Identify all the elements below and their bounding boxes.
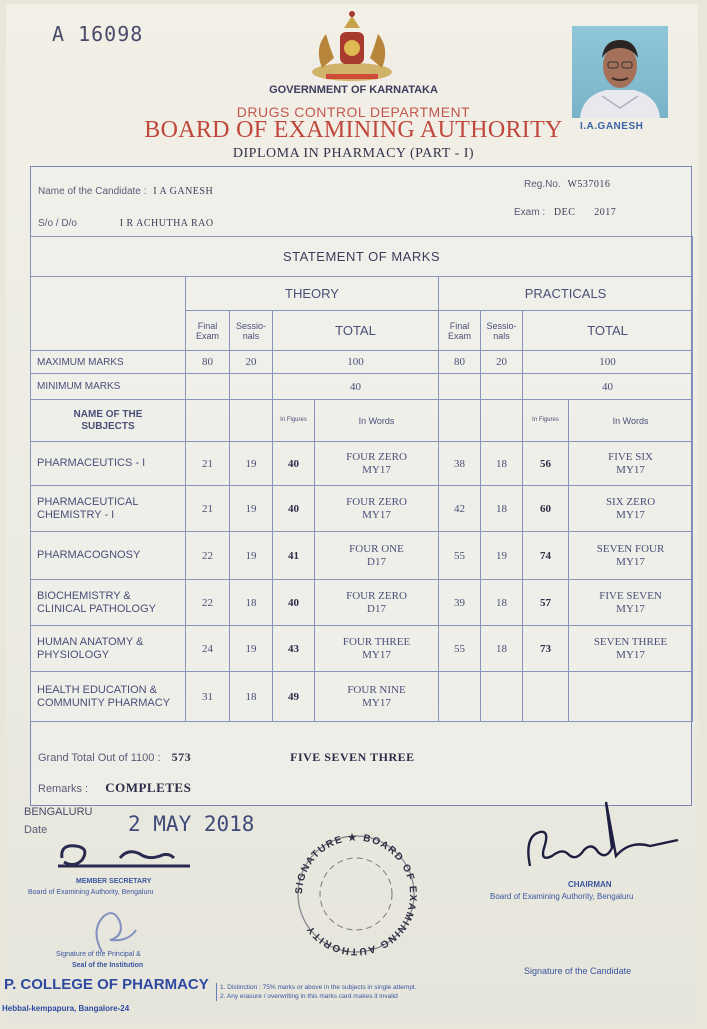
theory-words	[315, 580, 439, 626]
max-practical-sessionals: 20	[481, 351, 523, 374]
regno-row	[524, 179, 610, 190]
minimum-marks-label: MINIMUM MARKS	[31, 374, 186, 400]
institution-seal-label: Seal of the Institution	[72, 962, 144, 969]
practical-words-text: SIX ZERO	[605, 495, 656, 508]
practical-words	[569, 626, 693, 672]
statement-heading: STATEMENT OF MARKS	[31, 237, 693, 277]
theory-words	[315, 672, 439, 722]
regno-label: Reg.No.	[524, 179, 561, 190]
practical-sessionals: 18	[481, 442, 523, 486]
college-name: P. COLLEGE OF PHARMACY	[4, 976, 209, 993]
max-theory-total: 100	[273, 351, 439, 374]
practical-final: 55	[439, 626, 481, 672]
min-empty-cell	[186, 374, 230, 400]
theory-sessionals: 19	[230, 532, 273, 580]
theory-words	[315, 442, 439, 486]
theory-sessionals-header: Sessio-nals	[230, 311, 273, 351]
practical-figures	[523, 672, 569, 722]
theory-final: 24	[186, 626, 230, 672]
practical-sessionals: 18	[481, 626, 523, 672]
government-heading: GOVERNMENT OF KARNATAKA	[269, 84, 438, 96]
blank-cell	[439, 400, 481, 442]
theory-final: 21	[186, 442, 230, 486]
max-practical-total: 100	[523, 351, 693, 374]
practical-final-exam-header: Final Exam	[439, 311, 481, 351]
practical-figures: 73	[523, 626, 569, 672]
theory-figures: 41	[273, 532, 315, 580]
practical-figures: 74	[523, 532, 569, 580]
theory-final: 22	[186, 580, 230, 626]
exam-month: DEC	[553, 207, 576, 218]
subject-name: BIOCHEMISTRY & CLINICAL PATHOLOGY	[31, 580, 186, 626]
exam-label: Exam :	[514, 207, 546, 218]
theory-words	[315, 626, 439, 672]
practical-final: 42	[439, 486, 481, 532]
grand-total-row	[38, 750, 415, 765]
table-row	[31, 672, 693, 722]
theory-final: 31	[186, 672, 230, 722]
candidate-name-label: Name of the Candidate :	[38, 186, 147, 197]
table-row	[31, 486, 693, 532]
theory-heading: THEORY	[186, 277, 439, 311]
note-distinction: 1. Distinction : 75% marks or above in the subjects in single attempt.	[220, 984, 417, 991]
member-secretary-board: Board of Examining Authority, Bengaluru	[28, 889, 154, 896]
regno: W537016	[567, 179, 611, 190]
exam-row	[514, 207, 616, 218]
member-secretary-signature-icon	[50, 836, 200, 880]
subject-name: PHARMACOGNOSY	[31, 532, 186, 580]
issue-date: 2 MAY 2018	[128, 812, 255, 836]
candidate-name: I A GANESH	[153, 186, 214, 197]
svg-text:SIGNATURE ★ BOARD OF EXAMINING	[294, 832, 418, 956]
grand-total-words: FIVE SEVEN THREE	[290, 750, 415, 764]
practical-words	[569, 532, 693, 580]
notes	[216, 983, 417, 1001]
blank-cell	[230, 400, 273, 442]
max-theory-sessionals: 20	[230, 351, 273, 374]
theory-in-words-header: In Words	[315, 400, 439, 442]
theory-session-code: D17	[367, 555, 386, 568]
chairman-board: Board of Examining Authority, Bengaluru	[490, 892, 634, 901]
table-row	[31, 580, 693, 626]
parent-row	[38, 218, 214, 229]
practical-final	[439, 672, 481, 722]
theory-sessionals: 18	[230, 672, 273, 722]
photo-caption: I.A.GANESH	[580, 121, 644, 132]
serial-number: A 16098	[52, 22, 144, 46]
practical-words	[569, 442, 693, 486]
theory-figures: 40	[273, 486, 315, 532]
blank-header-cell	[31, 277, 186, 351]
seal-text: SIGNATURE ★ BOARD OF EXAMINING AUTHORITY	[293, 832, 419, 957]
principal-signature-label: Signature of the Principal &	[56, 951, 141, 958]
theory-words	[315, 532, 439, 580]
theory-session-code: MY17	[362, 648, 391, 661]
practical-final: 38	[439, 442, 481, 486]
subjects-header: NAME OF THE SUBJECTS	[31, 400, 186, 442]
practical-session-code: MY17	[616, 463, 645, 476]
table-row	[31, 626, 693, 672]
min-practical-total: 40	[523, 374, 693, 400]
practical-figures: 60	[523, 486, 569, 532]
chairman-title: CHAIRMAN	[568, 880, 612, 889]
practical-session-code: MY17	[616, 508, 645, 521]
theory-words	[315, 486, 439, 532]
practical-words	[569, 580, 693, 626]
practical-words	[569, 672, 693, 722]
practical-in-figures-header: In Figures	[523, 400, 569, 442]
member-secretary-title: MEMBER SECRETARY	[76, 878, 152, 885]
remarks-row	[38, 780, 191, 796]
subject-name: PHARMACEUTICAL CHEMISTRY - I	[31, 486, 186, 532]
practical-total-header: TOTAL	[523, 311, 693, 351]
blank-cell	[186, 400, 230, 442]
theory-session-code: MY17	[362, 463, 391, 476]
theory-figures: 40	[273, 442, 315, 486]
min-empty-cell	[481, 374, 523, 400]
practical-sessionals: 18	[481, 580, 523, 626]
max-theory-final: 80	[186, 351, 230, 374]
table-row	[31, 442, 693, 486]
practical-final: 39	[439, 580, 481, 626]
table-row	[31, 532, 693, 580]
practical-final: 55	[439, 532, 481, 580]
theory-words-text: FOUR NINE	[347, 683, 406, 696]
place: BENGALURU	[24, 806, 93, 818]
department-heading: DRUGS CONTROL DEPARTMENT	[236, 104, 471, 120]
parent-name: I R ACHUTHA RAO	[119, 218, 214, 229]
remarks-label: Remarks :	[38, 783, 89, 795]
date-label: Date	[24, 824, 48, 836]
grand-total-label: Grand Total Out of 1100 :	[38, 752, 161, 764]
theory-final-exam-header: Final Exam	[186, 311, 230, 351]
subject-name: PHARMACEUTICS - I	[31, 442, 186, 486]
maximum-marks-label: MAXIMUM MARKS	[31, 351, 186, 374]
practicals-heading: PRACTICALS	[439, 277, 693, 311]
theory-sessionals: 19	[230, 442, 273, 486]
theory-sessionals: 19	[230, 626, 273, 672]
theory-final: 21	[186, 486, 230, 532]
exam-year: 2017	[594, 207, 617, 218]
practical-session-code: MY17	[616, 602, 645, 615]
chairman-signature-icon	[510, 796, 680, 884]
practical-words	[569, 486, 693, 532]
practical-figures: 57	[523, 580, 569, 626]
practical-session-code: MY17	[616, 555, 645, 568]
theory-words-text: FOUR ZERO	[346, 495, 407, 508]
practical-sessionals: 18	[481, 486, 523, 532]
theory-total-header: TOTAL	[273, 311, 439, 351]
principal-signature-icon	[80, 900, 150, 956]
blank-cell	[481, 400, 523, 442]
theory-in-figures-header: In Figures	[273, 400, 315, 442]
theory-session-code: D17	[367, 602, 386, 615]
subject-name: HEALTH EDUCATION & COMMUNITY PHARMACY	[31, 672, 186, 722]
min-empty-cell	[230, 374, 273, 400]
candidate-name-row	[38, 186, 213, 197]
theory-words-text: FOUR THREE	[342, 635, 411, 648]
practical-sessionals: 19	[481, 532, 523, 580]
practical-words-text: SEVEN FOUR	[596, 542, 665, 555]
theory-words-text: FOUR ZERO	[346, 589, 407, 602]
theory-session-code: MY17	[362, 508, 391, 521]
diploma-heading: DIPLOMA IN PHARMACY (PART - I)	[232, 146, 475, 161]
college-address: Hebbal-kempapura, Bangalore-24	[2, 1004, 130, 1013]
theory-final: 22	[186, 532, 230, 580]
theory-sessionals: 18	[230, 580, 273, 626]
min-theory-total: 40	[273, 374, 439, 400]
theory-words-text: FOUR ZERO	[346, 450, 407, 463]
min-empty-cell	[439, 374, 481, 400]
theory-words-text: FOUR ONE	[349, 542, 404, 555]
practical-words-text: SEVEN THREE	[593, 635, 668, 648]
subject-name: HUMAN ANATOMY & PHYSIOLOGY	[31, 626, 186, 672]
grand-total-figures: 573	[171, 750, 192, 764]
remarks-value: COMPLETES	[105, 780, 192, 795]
marks-table	[30, 236, 693, 722]
theory-sessionals: 19	[230, 486, 273, 532]
practical-words-text: FIVE SEVEN	[599, 589, 662, 602]
candidate-signature-label: Signature of the Candidate	[524, 966, 632, 976]
theory-figures: 49	[273, 672, 315, 722]
note-erasure: 2. Any erasure / overwriting in this marks card makes it invalid	[220, 993, 398, 1000]
theory-session-code: MY17	[362, 696, 391, 709]
karnataka-emblem-icon	[304, 8, 400, 86]
board-seal-icon	[280, 826, 430, 956]
theory-figures: 43	[273, 626, 315, 672]
practical-in-words-header: In Words	[569, 400, 693, 442]
practical-sessionals	[481, 672, 523, 722]
parent-label: S/o / D/o	[38, 218, 77, 229]
practical-session-code: MY17	[616, 648, 645, 661]
practical-figures: 56	[523, 442, 569, 486]
max-practical-final: 80	[439, 351, 481, 374]
board-heading: BOARD OF EXAMINING AUTHORITY	[144, 117, 563, 143]
practical-words-text: FIVE SIX	[608, 450, 653, 463]
theory-figures: 40	[273, 580, 315, 626]
practical-sessionals-header: Sessio-nals	[481, 311, 523, 351]
